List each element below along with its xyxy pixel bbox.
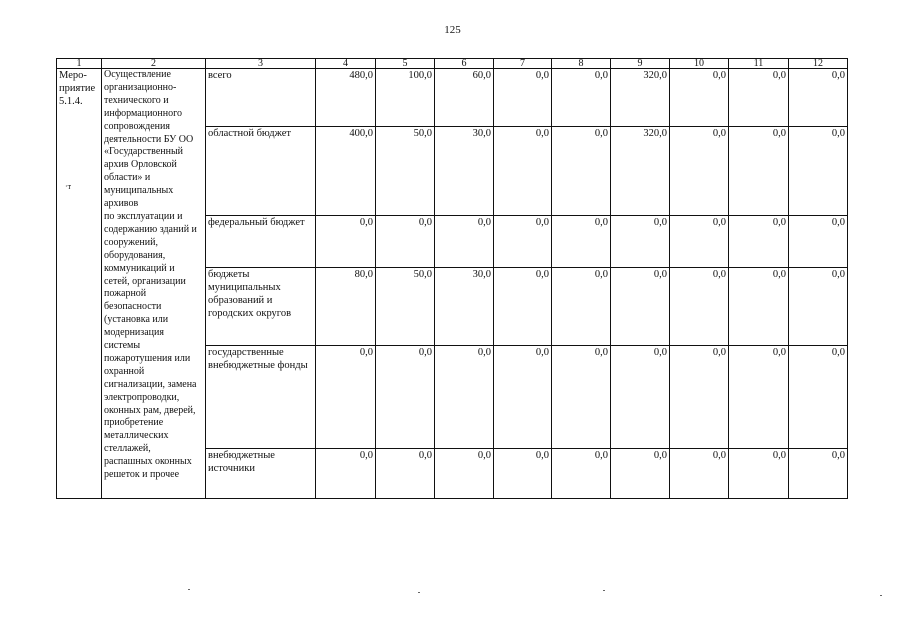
value-cell: 0,0: [611, 216, 670, 268]
value-cell: 100,0: [376, 69, 435, 127]
activity-name-line: системы: [104, 340, 141, 352]
value-cell: 0,0: [435, 346, 494, 449]
funding-source: областной бюджет: [206, 127, 316, 216]
activity-name-line: архивов: [104, 198, 139, 210]
funding-source: всего: [206, 69, 316, 127]
value-cell: 50,0: [376, 127, 435, 216]
value-cell: 0,0: [789, 268, 848, 346]
value-cell: 0,0: [494, 127, 552, 216]
value-cell: 0,0: [729, 346, 789, 449]
value-cell: 0,0: [789, 69, 848, 127]
scan-speck: [188, 589, 190, 590]
value-cell: 0,0: [552, 268, 611, 346]
value-cell: 30,0: [435, 127, 494, 216]
column-header: 12: [789, 59, 848, 69]
activity-name-line: стеллажей,: [104, 443, 151, 455]
value-cell: 0,0: [729, 268, 789, 346]
budget-table: [56, 58, 848, 499]
activity-name-line: металлических: [104, 430, 169, 442]
value-cell: 0,0: [494, 216, 552, 268]
value-cell: 60,0: [435, 69, 494, 127]
activity-name-line: электропроводки,: [104, 391, 180, 403]
value-cell: 0,0: [376, 216, 435, 268]
value-cell: 0,0: [494, 449, 552, 499]
activity-name-line: муниципальных: [104, 185, 174, 197]
value-cell: 0,0: [494, 69, 552, 127]
column-header: 8: [552, 59, 611, 69]
value-cell: 0,0: [316, 449, 376, 499]
activity-name-line: сопровождения: [104, 120, 170, 132]
value-cell: 480,0: [316, 69, 376, 127]
activity-name-line: деятельности БУ ОО: [104, 133, 194, 145]
column-number-row: [57, 59, 848, 69]
value-cell: 0,0: [376, 449, 435, 499]
value-cell: 320,0: [611, 69, 670, 127]
funding-source: федеральный бюджет: [206, 216, 316, 268]
value-cell: 0,0: [789, 216, 848, 268]
activity-name-line: оборудования,: [104, 249, 166, 261]
column-header: 10: [670, 59, 729, 69]
value-cell: 50,0: [376, 268, 435, 346]
table-row: [57, 69, 848, 127]
column-header: 11: [729, 59, 789, 69]
value-cell: 0,0: [552, 69, 611, 127]
column-header: 2: [102, 59, 206, 69]
activity-name-line: сетей, организации: [104, 275, 186, 287]
value-cell: 0,0: [552, 127, 611, 216]
column-header: 5: [376, 59, 435, 69]
value-cell: 0,0: [435, 216, 494, 268]
funding-source: внебюджетные источники: [206, 449, 316, 499]
activity-name-line: приобретение: [104, 417, 164, 429]
column-header: 3: [206, 59, 316, 69]
value-cell: 0,0: [670, 216, 729, 268]
scan-speck: [418, 592, 420, 593]
value-cell: 0,0: [435, 449, 494, 499]
value-cell: 320,0: [611, 127, 670, 216]
activity-name-line: решеток и прочее: [104, 469, 180, 481]
value-cell: 0,0: [729, 127, 789, 216]
value-cell: 0,0: [670, 346, 729, 449]
activity-name-line: «Государственный: [104, 146, 184, 158]
value-cell: 80,0: [316, 268, 376, 346]
value-cell: 0,0: [729, 69, 789, 127]
value-cell: 0,0: [729, 216, 789, 268]
activity-name-line: охранной: [104, 365, 145, 377]
activity-code-mark: ·т: [65, 182, 72, 191]
value-cell: 0,0: [494, 346, 552, 449]
value-cell: 0,0: [789, 346, 848, 449]
activity-name-cell: [102, 69, 206, 499]
activity-name-line: коммуникаций и: [104, 262, 175, 274]
value-cell: 30,0: [435, 268, 494, 346]
column-header: 6: [435, 59, 494, 69]
value-cell: 0,0: [316, 346, 376, 449]
value-cell: 0,0: [729, 449, 789, 499]
value-cell: 0,0: [789, 127, 848, 216]
activity-name-line: (установка или: [104, 314, 169, 326]
value-cell: 0,0: [552, 449, 611, 499]
activity-name-line: сооружений,: [104, 236, 158, 248]
value-cell: 0,0: [670, 127, 729, 216]
activity-name-line: информационного: [104, 107, 182, 119]
column-header: 9: [611, 59, 670, 69]
activity-name-line: содержанию зданий и: [104, 223, 197, 235]
scan-speck: [603, 590, 605, 591]
activity-name-line: области» и: [104, 172, 151, 184]
value-cell: 0,0: [670, 449, 729, 499]
value-cell: 0,0: [611, 268, 670, 346]
activity-name-line: архив Орловской: [104, 159, 177, 171]
value-cell: 0,0: [316, 216, 376, 268]
value-cell: 0,0: [552, 346, 611, 449]
activity-name-line: оконных рам, дверей,: [104, 404, 196, 416]
value-cell: 0,0: [611, 346, 670, 449]
funding-source: бюджеты муниципальных образований и городских округов: [206, 268, 316, 346]
activity-name-line: распашных оконных: [104, 456, 192, 468]
activity-code-cell: [57, 69, 102, 499]
activity-name-line: технического и: [104, 94, 169, 106]
value-cell: 0,0: [789, 449, 848, 499]
activity-name-line: пожаротушения или: [104, 352, 191, 364]
activity-name-line: безопасности: [104, 301, 162, 313]
column-header: 7: [494, 59, 552, 69]
activity-name-line: Осуществление: [104, 69, 171, 80]
activity-name-line: по эксплуатации и: [104, 210, 183, 222]
value-cell: 400,0: [316, 127, 376, 216]
column-header: 4: [316, 59, 376, 69]
value-cell: 0,0: [670, 69, 729, 127]
value-cell: 0,0: [611, 449, 670, 499]
value-cell: 0,0: [376, 346, 435, 449]
column-header: 1: [57, 59, 102, 69]
funding-source: государственные внебюджетные фонды: [206, 346, 316, 449]
activity-name-line: сигнализации, замена: [104, 378, 197, 390]
activity-name-line: организационно-: [104, 81, 177, 93]
page-number: 125: [444, 24, 461, 36]
activity-code: Меро-приятие 5.1.4.: [59, 70, 96, 107]
value-cell: 0,0: [494, 268, 552, 346]
value-cell: 0,0: [670, 268, 729, 346]
scan-speck: [880, 595, 882, 596]
value-cell: 0,0: [552, 216, 611, 268]
activity-name-line: модернизация: [104, 327, 164, 339]
activity-name-line: пожарной: [104, 288, 147, 300]
